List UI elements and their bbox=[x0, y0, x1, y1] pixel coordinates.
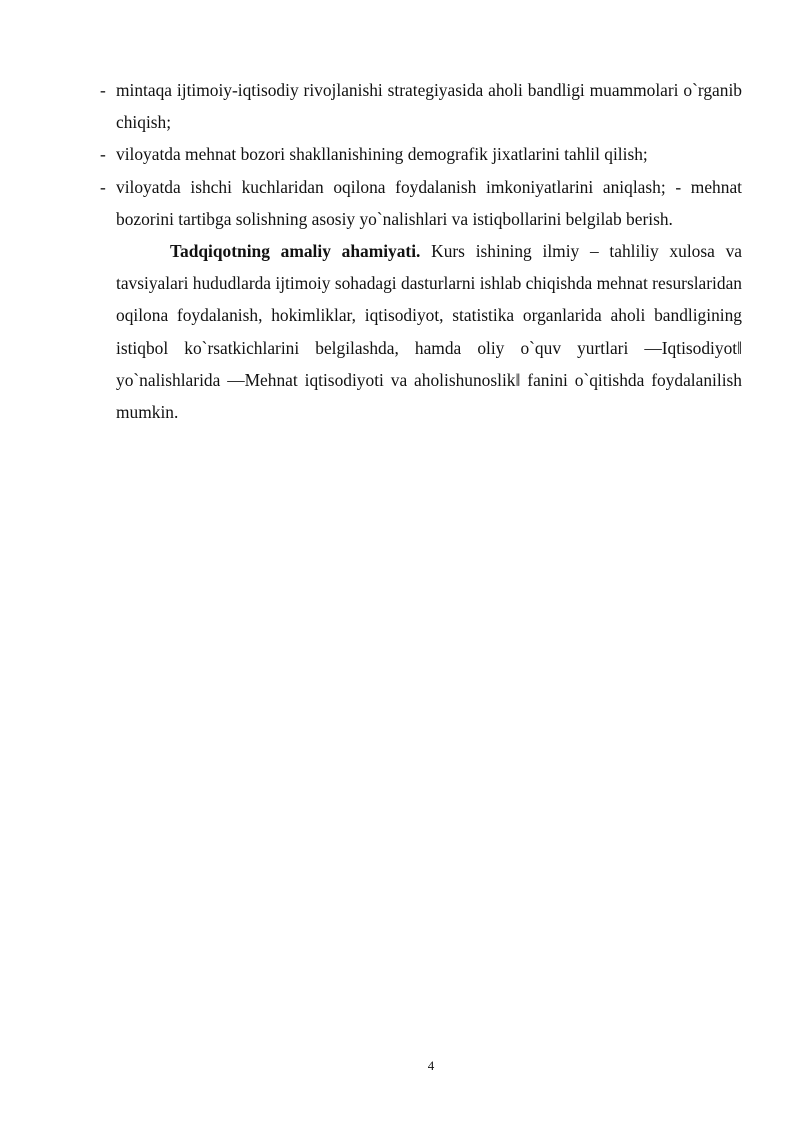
list-item-text: viloyatda ishchi kuchlaridan oqilona foydalanish imkoniyatlarini aniqlash; - mehnat bozorini tartibga solishning asosiy yo`nalishlari va istiqbollarini belgilab berish. bbox=[116, 176, 742, 229]
page-number: 4 bbox=[427, 1058, 435, 1073]
bullet-dash: - bbox=[100, 80, 106, 100]
practical-significance-paragraph bbox=[100, 235, 742, 428]
page-body bbox=[100, 74, 742, 428]
list-item bbox=[100, 74, 742, 138]
paragraph-body: Kurs ishining ilmiy – tahliliy xulosa va tavsiyalari hududlarda ijtimoiy sohadagi dasturlarni ishlab chiqishda mehnat resurslaridan oqilona foydalanish, hokimliklar, iqtisodiyot, statistika organlarida aholi bandligining istiqbol ko`rsatkichlarini belgilashda, hamda oliy o`quv yurtlari ―Iqtisodiyot‖ yo`nalishlarida ―Mehnat iqtisodiyoti va aholishunoslik‖ fanini o`qitishda foydalanilish mumkin. bbox=[116, 241, 742, 423]
list-item-text: mintaqa ijtimoiy-iqtisodiy rivojlanishi strategiyasida aholi bandligi muammolari o`rganib chiqish; bbox=[116, 80, 742, 133]
list-item-text: viloyatda mehnat bozori shakllanishining demografik jixatlarini tahlil qilish; bbox=[116, 144, 648, 165]
bullet-dash: - bbox=[100, 144, 106, 165]
paragraph-heading: Tadqiqotning amaliy ahamiyati. bbox=[170, 241, 421, 262]
list-item bbox=[100, 138, 742, 170]
bullet-dash: - bbox=[100, 176, 106, 197]
list-item bbox=[100, 171, 742, 235]
